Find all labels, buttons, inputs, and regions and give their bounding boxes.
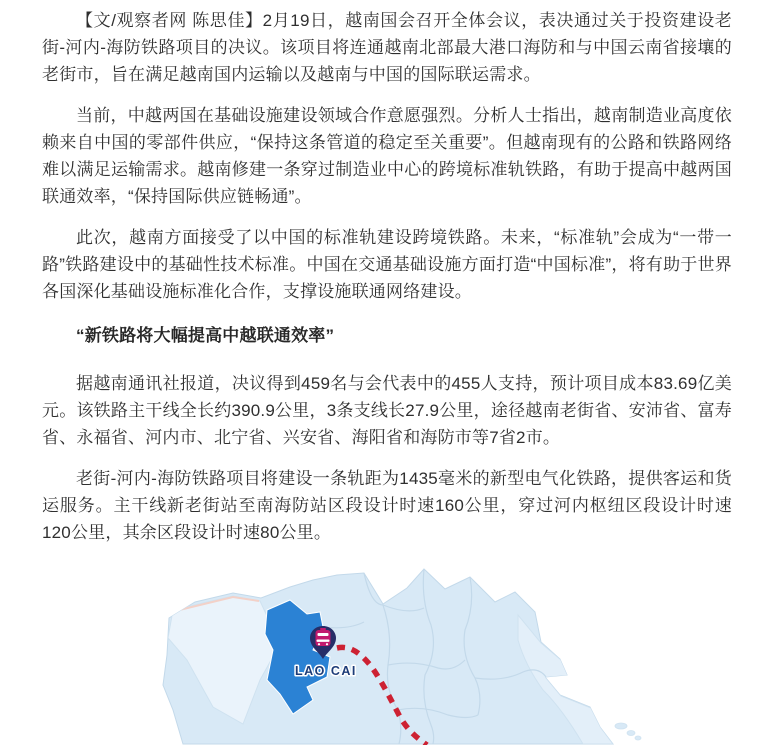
paragraph-1: 【文/观察者网 陈思佳】2月19日，越南国会召开全体会议，表决通过关于投资建设老街-河内-海防铁路项目的决议。该项目将连通越南北部最大港口海防和与中国云南省接壤的老街市，旨在满足越南国内运输以及越南与中国的国际联运需求。 — [42, 11, 732, 84]
vietnam-railway-map — [153, 560, 765, 745]
paragraph-2: 当前，中越两国在基础设施建设领域合作意愿强烈。分析人士指出，越南制造业高度依赖来自中国的零部件供应，“保持这条管道的稳定至关重要”。但越南现有的公路和铁路网络难以满足运输需求。越南修建一条穿过制造业中心的跨境标准轨铁路，有助于提高中越两国联通效率，“保持国际供应链畅通”。 — [42, 106, 732, 206]
map-svg — [153, 560, 765, 745]
map-islands — [615, 723, 641, 740]
map-label-lao-cai: LAO CAI — [295, 664, 357, 678]
paragraph-3: 此次，越南方面接受了以中国的标准轨建设跨境铁路。未来，“标准轨”会成为“一带一路”铁路建设中的基础性技术标准。中国在交通基础设施方面打造“中国标准”，将有助于世界各国深化基础设施标准化合作，支撑设施联通网络建设。 — [42, 228, 732, 301]
paragraph-4: 据越南通讯社报道，决议得到459名与会代表中的455人支持，预计项目成本83.69亿美元。该铁路主干线全长约390.9公里，3条支线长27.9公里，途径越南老街省、安沛省、富寿省、永福省、河内市、北宁省、兴安省、海阳省和海防市等7省2市。 — [42, 374, 732, 447]
paragraph-5: 老街-河内-海防铁路项目将建设一条轨距为1435毫米的新型电气化铁路，提供客运和货运服务。主干线新老街站至南海防站区段设计时速160公里，穿过河内枢纽区段设计时速120公里，其余区段设计时速80公里。 — [42, 469, 732, 542]
section-subheading: “新铁路将大幅提高中越联通效率” — [76, 326, 335, 345]
train-icon — [316, 628, 331, 646]
